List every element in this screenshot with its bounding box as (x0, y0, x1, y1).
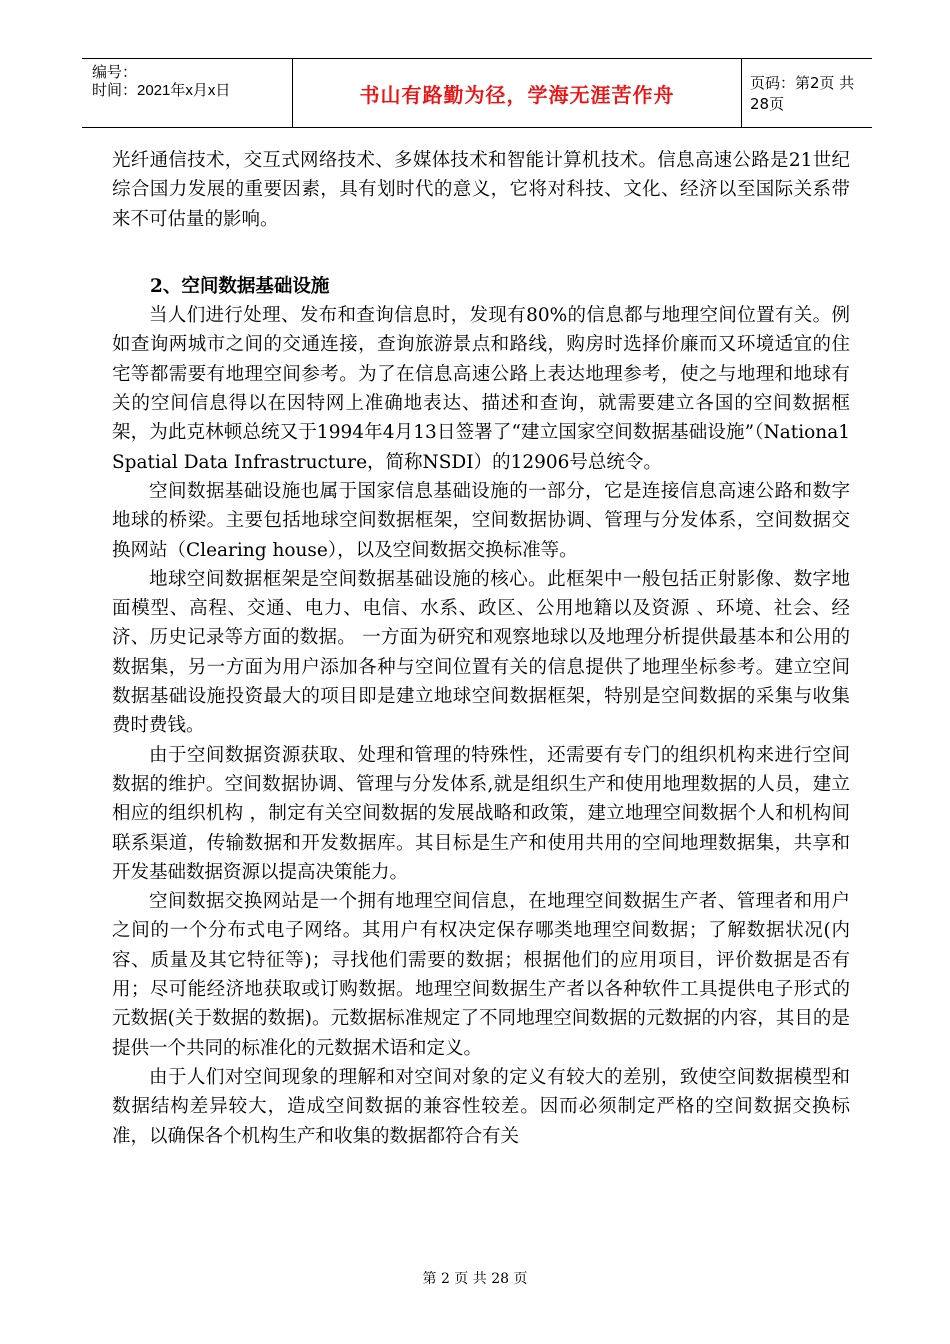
header-number-label: 编号： (92, 64, 138, 81)
body-paragraph: 由于空间数据资源获取、处理和管理的特殊性，还需要有专门的组织机构来进行空间数据的维护。空间数据协调、管理与分发体系,就是组织生产和使用地理数据的人员，建立相应的组织机构 ，制定有关空间数据的发展战略和政策，建立地理空间数据个人和机构间联系渠道，传输数据和开发数据库。其目标是生产和使用共用的空间地理数据集，共享和开发基础数据资源以提高决策能力。 (112, 744, 850, 883)
body-paragraph: 当人们进行处理、发布和查询信息时，发现有80%的信息都与地理空间位置有关。例如查询两城市之间的交通连接，查询旅游景点和路线，购房时选择价廉而又环境适宜的住宅等都需要有地理空间参考。为了在信息高速公路上表达地理参考，使之与地理和地球有关的空间信息得以在因特网上准确地表达、描述和查询，就需要建立各国的空间数据框架，为此克林顿总统又于1994年4月13日签署了“建立国家空间数据基础设施”（Nationa1 Spatial Data Infrastructure，简称NSDI）的12906号总统令。 (112, 305, 850, 473)
body-paragraph: 由于人们对空间现象的理解和对空间对象的定义有较大的差别，致使空间数据模型和数据结构差异较大，造成空间数据的兼容性较差。因而必须制定严格的空间数据交换标准，以确保各个机构生产和收集的数据都符合有关 (112, 1066, 850, 1147)
page-footer: 第 2 页 共 28 页 (422, 1271, 528, 1287)
header-meta (82, 59, 292, 127)
header-page-code: 页码：第2页 共28页 (750, 74, 855, 113)
page-header (82, 58, 872, 128)
body-paragraph: 空间数据基础设施也属于国家信息基础设施的一部分，它是连接信息高速公路和数字地球的桥梁。主要包括地球空间数据框架，空间数据协调、管理与分发体系，空间数据交换网站（Clearing house），以及空间数据交换标准等。 (112, 480, 850, 561)
section-heading: 2、空间数据基础设施 (150, 275, 330, 297)
body-paragraph: 空间数据交换网站是一个拥有地理空间信息，在地理空间数据生产者、管理者和用户之间的一个分布式电子网络。其用户有权决定保存哪类地理空间数据；了解数据状况(内容、质量及其它特征等)；寻找他们需要的数据；根据他们的应用项目，评价数据是否有用；尽可能经济地获取或订购数据。地理空间数据生产者以各种软件工具提供电子形式的元数据(关于数据的数据)。元数据标准规定了不同地理空间数据的元数据的内容，其目的是提供一个共同的标准化的元数据术语和定义。 (112, 891, 850, 1059)
document-body (112, 146, 850, 1151)
intro-paragraph: 光纤通信技术，交互式网络技术、多媒体技术和智能计算机技术。信息高速公路是21世纪综合国力发展的重要因素，具有划时代的意义，它将对科技、文化、经济以至国际关系带来不可估量的影响。 (112, 150, 850, 230)
body-paragraph: 地球空间数据框架是空间数据基础设施的核心。此框架中一般包括正射影像、数字地面模型、高程、交通、电力、电信、水系、政区、公用地籍以及资源 、环境、社会、经济、历史记录等方面的数据。 一方面为研究和观察地球以及地理分析提供最基本和公用的数据集，另一方面为用户添加各种与空间位置有关的信息提供了地理坐标参考。建立空间数据基础设施投资最大的项目即是建立地球空间数据框架，特别是空间数据的采集与收集费时费钱。 (112, 568, 850, 737)
header-time-label: 时间：2021年x月x日 (92, 82, 231, 99)
header-motto: 书山有路勤为径，学海无涯苦作舟 (292, 59, 742, 127)
